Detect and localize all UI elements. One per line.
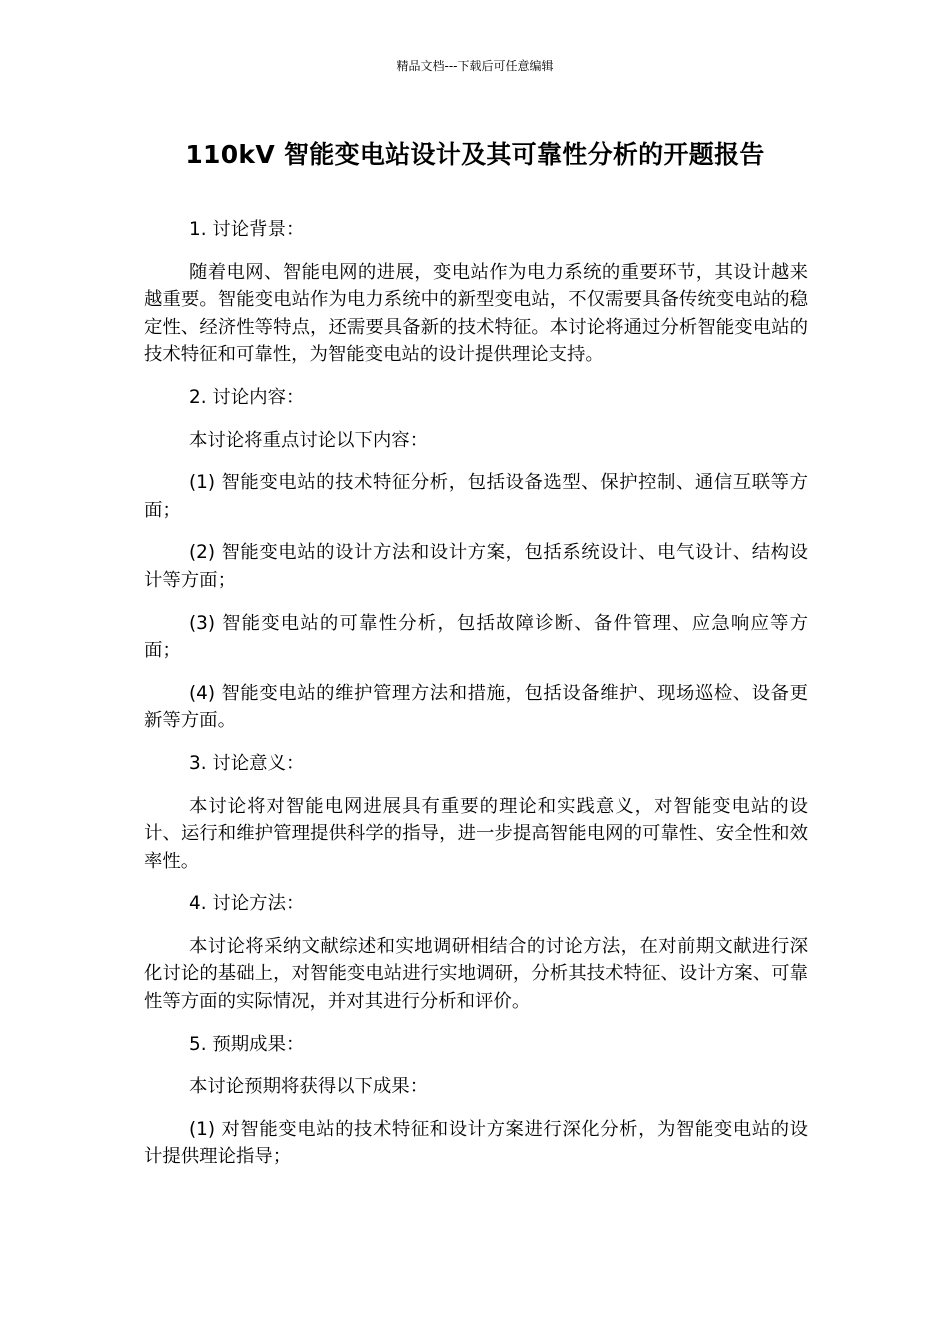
- document-title: 110kV 智能变电站设计及其可靠性分析的开题报告: [185, 140, 765, 169]
- page-header-note: 精品文档---下载后可任意编辑: [396, 59, 554, 73]
- paragraph-results-intro: 本讨论预期将获得以下成果：: [189, 1076, 429, 1098]
- section-heading-results: 5. 预期成果：: [189, 1033, 305, 1055]
- paragraph-content-intro: 本讨论将重点讨论以下内容：: [189, 429, 429, 451]
- list-item-content-4: (4) 智能变电站的维护管理方法和措施，包括设备维护、现场巡检、设备更新等方面。: [144, 682, 808, 732]
- section-heading-content: 2. 讨论内容：: [189, 386, 305, 408]
- paragraph-method: 本讨论将采纳文献综述和实地调研相结合的讨论方法，在对前期文献进行深化讨论的基础上，对智能变电站进行实地调研，分析其技术特征、设计方案、可靠性等方面的实际情况，并对其进行分析和评价。: [144, 935, 808, 1013]
- list-item-results-1: (1) 对智能变电站的技术特征和设计方案进行深化分析，为智能变电站的设计提供理论指导；: [144, 1118, 808, 1168]
- section-heading-method: 4. 讨论方法：: [189, 893, 305, 915]
- list-item-content-3: (3) 智能变电站的可靠性分析，包括故障诊断、备件管理、应急响应等方面；: [144, 612, 808, 662]
- section-heading-background: 1. 讨论背景：: [189, 219, 305, 240]
- list-item-content-2: (2) 智能变电站的设计方法和设计方案，包括系统设计、电气设计、结构设计等方面；: [144, 542, 808, 591]
- paragraph-significance: 本讨论将对智能电网进展具有重要的理论和实践意义，对智能变电站的设计、运行和维护管理提供科学的指导，进一步提高智能电网的可靠性、安全性和效率性。: [144, 795, 808, 872]
- section-heading-significance: 3. 讨论意义：: [189, 752, 305, 774]
- document-body: [144, 216, 808, 1186]
- list-item-content-1: (1) 智能变电站的技术特征分析，包括设备选型、保护控制、通信互联等方面；: [144, 472, 808, 521]
- paragraph-background: 随着电网、智能电网的进展，变电站作为电力系统的重要环节，其设计越来越重要。智能变电站作为电力系统中的新型变电站，不仅需要具备传统变电站的稳定性、经济性等特点，还需要具备新的技术特征。本讨论将通过分析智能变电站的技术特征和可靠性，为智能变电站的设计提供理论支持。: [144, 261, 808, 366]
